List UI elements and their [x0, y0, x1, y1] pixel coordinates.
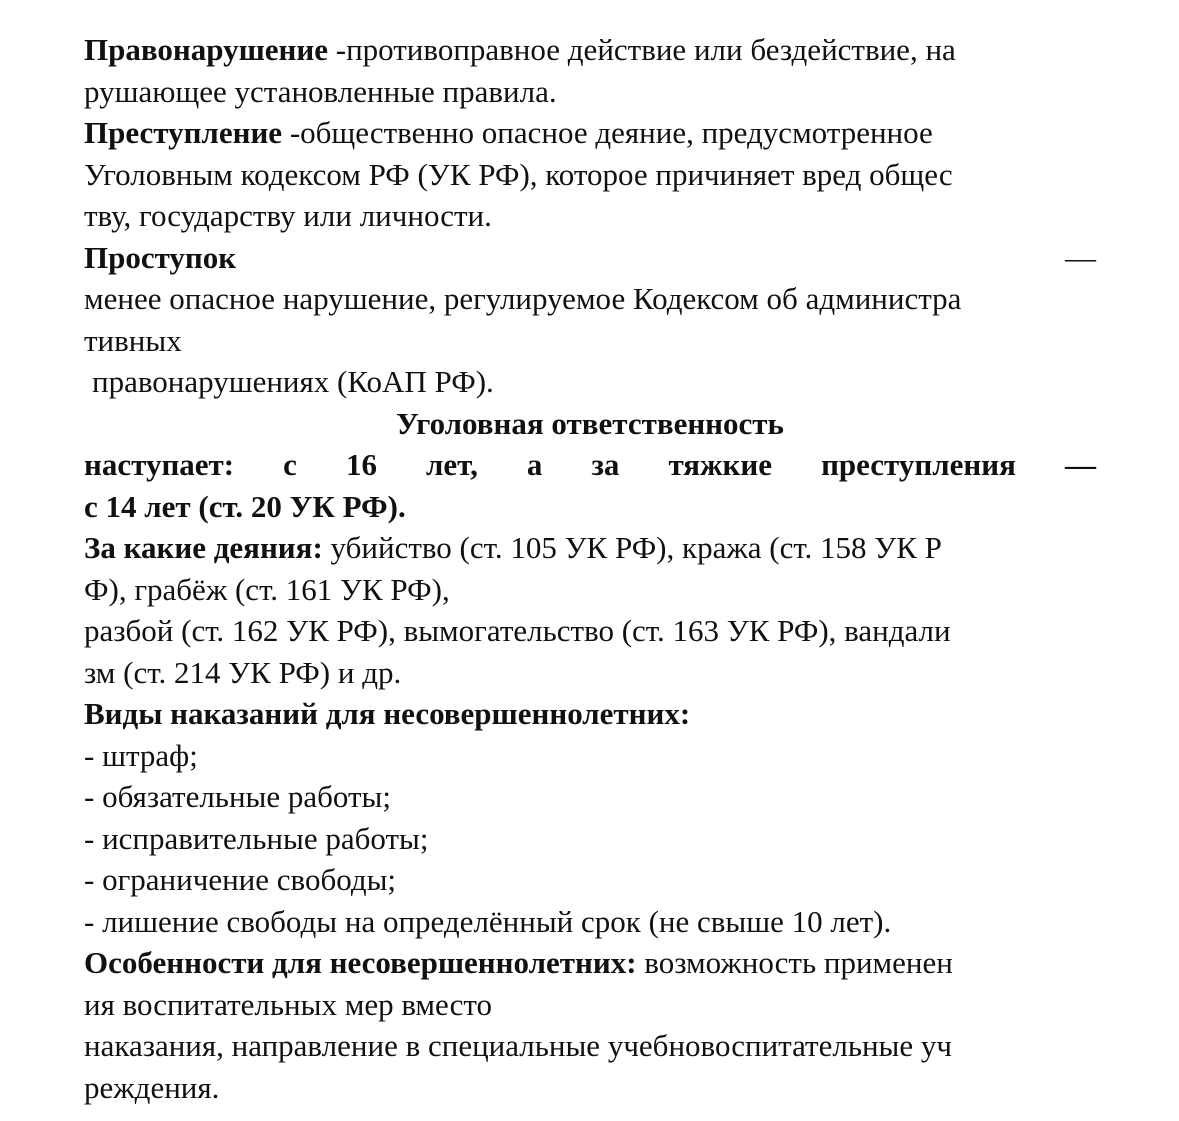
- word: за: [591, 447, 620, 482]
- term-misdemeanor: Проступок: [84, 239, 237, 275]
- word: лет,: [426, 447, 478, 482]
- heading-punishment-types: Виды наказаний для несовершеннолетних:: [84, 696, 691, 731]
- features-text: возможность применен: [636, 945, 953, 980]
- term-which-acts: За какие деяния:: [84, 530, 323, 565]
- list-item: - обязательные работы;: [84, 779, 391, 814]
- line-26: реждения.: [84, 1069, 220, 1105]
- line-15: разбой (ст. 162 УК РФ), вымогательство (ст. 163 УК РФ), вандали: [84, 613, 951, 648]
- line-6: [84, 237, 1096, 279]
- word: а: [526, 447, 543, 482]
- line-13: [84, 527, 1096, 569]
- line-16: зм (ст. 214 УК РФ) и др.: [84, 654, 402, 690]
- list-item: - штраф;: [84, 737, 198, 773]
- line-24: ия воспитательных мер вместо: [84, 986, 492, 1022]
- list-item: - ограничение свободы;: [84, 862, 397, 897]
- term-crime: Преступление: [84, 115, 283, 150]
- word: наступает:: [84, 447, 235, 482]
- list-item: - исправительные работы;: [84, 820, 429, 856]
- line-8: тивных: [84, 322, 182, 358]
- word: преступления: [821, 447, 1016, 482]
- line-23: [84, 942, 1096, 984]
- definition-crime: -общественно опасное деяние, предусмотренное: [282, 115, 933, 150]
- line-3: [84, 112, 1096, 154]
- word: 16: [345, 447, 377, 482]
- line-5: тву, государству или личности.: [84, 198, 492, 233]
- word: с: [283, 447, 297, 482]
- definition-offense: -противоправное действие или бездействие, на: [328, 32, 956, 67]
- line-9: правонарушениях (КоАП РФ).: [92, 364, 494, 399]
- line-7: менее опасное нарушение, регулируемое Кодексом об администра: [84, 281, 962, 316]
- section-heading-criminal-liability: Уголовная ответственность: [396, 405, 784, 441]
- term-features: Особенности для несовершеннолетних:: [84, 945, 637, 980]
- line-11-justified: [84, 444, 1096, 486]
- line-14: Ф), грабёж (ст. 161 УК РФ),: [84, 571, 450, 607]
- word: —: [1064, 447, 1096, 482]
- list-item: - лишение свободы на определённый срок (не свыше 10 лет).: [84, 903, 892, 939]
- line-2: рушающее установленные правила.: [84, 73, 557, 109]
- line-1: [84, 29, 1096, 71]
- line-25: наказания, направление в специальные учебновоспитательные уч: [84, 1028, 952, 1063]
- line-12: с 14 лет (ст. 20 УК РФ).: [84, 488, 406, 524]
- word: тяжкие: [668, 447, 773, 482]
- document-page: [84, 29, 1096, 1108]
- term-offense: Правонарушение: [84, 32, 328, 67]
- em-dash: —: [1065, 239, 1096, 275]
- acts-list: убийство (ст. 105 УК РФ), кража (ст. 158 УК Р: [322, 530, 942, 565]
- line-4: Уголовным кодексом РФ (УК РФ), которое причиняет вред общес: [84, 156, 953, 192]
